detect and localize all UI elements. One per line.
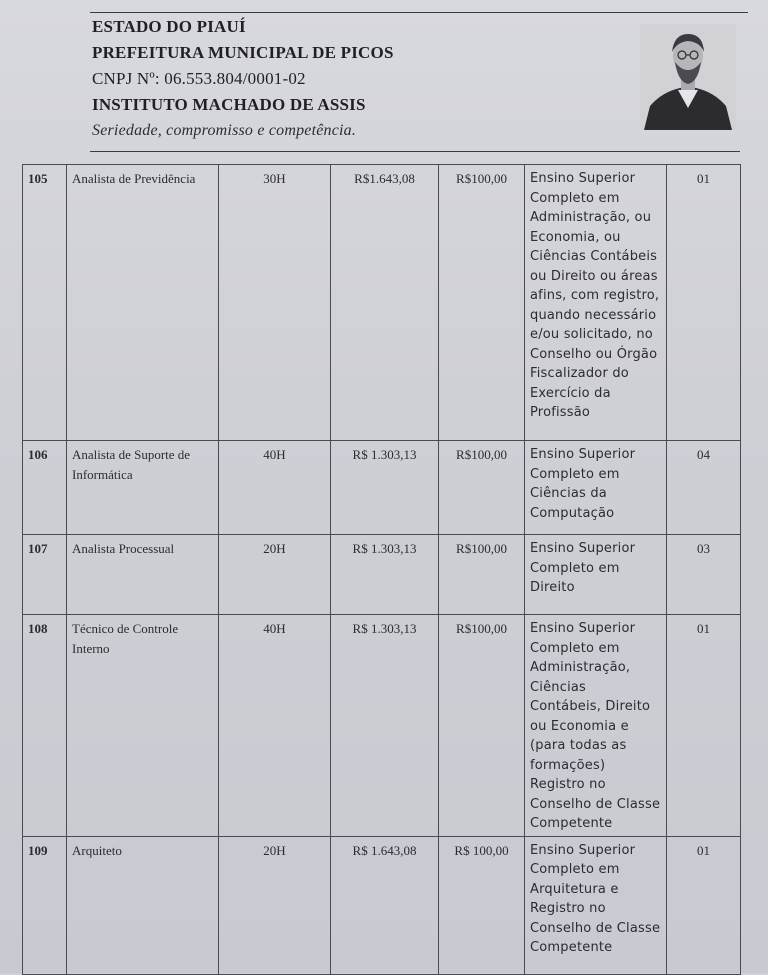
registration-fee: R$ 100,00 <box>439 836 525 974</box>
vacancy-count: 04 <box>667 441 741 535</box>
position-code: 106 <box>23 441 67 535</box>
table-row <box>23 165 741 441</box>
position-code: 109 <box>23 836 67 974</box>
requirement-text: Ensino Superior Completo em Ciências da Computação <box>525 441 667 535</box>
institute-name: INSTITUTO MACHADO DE ASSIS <box>92 95 366 114</box>
position-title: Técnico de Controle Interno <box>67 615 219 837</box>
state-name: ESTADO DO PIAUÍ <box>92 17 246 36</box>
table-row <box>23 836 741 974</box>
vacancy-count: 03 <box>667 535 741 615</box>
vacancy-count: 01 <box>667 615 741 837</box>
salary-value: R$ 1.303,13 <box>331 615 439 837</box>
registration-fee: R$100,00 <box>439 615 525 837</box>
position-title: Analista Processual <box>67 535 219 615</box>
vacancy-count: 01 <box>667 165 741 441</box>
registration-fee: R$100,00 <box>439 165 525 441</box>
position-code: 107 <box>23 535 67 615</box>
salary-value: R$ 1.643,08 <box>331 836 439 974</box>
table-row <box>23 441 741 535</box>
requirement-text: Ensino Superior Completo em Administração, ou Economia, ou Ciências Contábeis ou Direito ou áreas afins, com registro, quando necessário e/ou solicitado, no Conselho ou Órgão Fiscalizador do Exercício da Profissão <box>525 165 667 441</box>
requirement-text: Ensino Superior Completo em Administração, Ciências Contábeis, Direito ou Economia e (para todas as formações) Registro no Conselho de Classe Competente <box>525 615 667 837</box>
position-title: Arquiteto <box>67 836 219 974</box>
requirement-text: Ensino Superior Completo em Arquitetura e Registro no Conselho de Classe Competente <box>525 836 667 974</box>
vacancy-count: 01 <box>667 836 741 974</box>
salary-value: R$1.643,08 <box>331 165 439 441</box>
workload-hours: 20H <box>219 836 331 974</box>
salary-value: R$ 1.303,13 <box>331 535 439 615</box>
position-title: Analista de Previdência <box>67 165 219 441</box>
prefecture-name: PREFEITURA MUNICIPAL DE PICOS <box>92 43 394 62</box>
position-title: Analista de Suporte de Informática <box>67 441 219 535</box>
cnpj-number: CNPJ Nº: 06.553.804/0001-02 <box>92 69 306 88</box>
table-row <box>23 615 741 837</box>
machado-de-assis-portrait <box>640 24 736 130</box>
position-code: 105 <box>23 165 67 441</box>
workload-hours: 30H <box>219 165 331 441</box>
workload-hours: 40H <box>219 441 331 535</box>
registration-fee: R$100,00 <box>439 441 525 535</box>
institute-motto: Seriedade, compromisso e competência. <box>92 122 357 139</box>
workload-hours: 40H <box>219 615 331 837</box>
header-bottom-rule <box>90 151 740 152</box>
registration-fee: R$100,00 <box>439 535 525 615</box>
workload-hours: 20H <box>219 535 331 615</box>
positions-table <box>22 164 741 975</box>
table-row <box>23 535 741 615</box>
header-top-rule <box>90 12 748 13</box>
requirement-text: Ensino Superior Completo em Direito <box>525 535 667 615</box>
letterhead <box>92 14 632 144</box>
salary-value: R$ 1.303,13 <box>331 441 439 535</box>
position-code: 108 <box>23 615 67 837</box>
